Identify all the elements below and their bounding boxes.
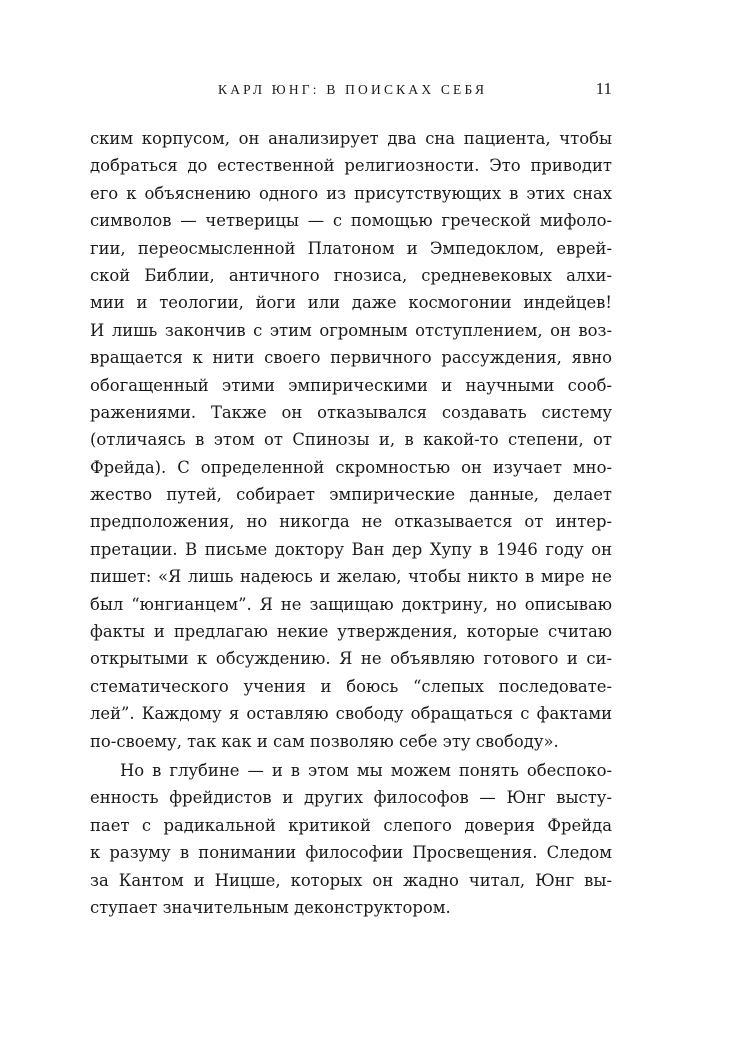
text-line: вращается к нити своего первичного рассуждения, явно (90, 348, 612, 368)
text-line: по-своему, так как и сам позволяю себе эту свободу». (90, 731, 559, 751)
text-line: добраться до естественной религиозности. Это приводит (90, 156, 612, 176)
text-line: претации. В письме доктору Ван дер Хупу в 1946 году он (90, 539, 612, 559)
text-line: ражениями. Также он отказывался создавать систему (90, 402, 612, 422)
text-line: И лишь закончив с этим огромным отступлением, он воз- (90, 320, 612, 340)
text-line: лей”. Каждому я оставляю свободу обращаться с фактами (90, 704, 612, 724)
text-line: гии, переосмысленной Платоном и Эмпедоклом, еврей- (90, 238, 612, 258)
text-line: был “юнгианцем”. Я не защищаю доктрину, но описываю (90, 594, 612, 614)
text-line: (отличаясь в этом от Спинозы и, в какой-то степени, от (90, 430, 612, 450)
text-line: его к объяснению одного из присутствующих в этих снах (90, 183, 612, 203)
text-line: ской Библии, античного гнозиса, средневековых алхи- (90, 265, 612, 285)
paragraph-2 (90, 757, 612, 921)
text-line: открытыми к обсуждению. Я не объявляю готового и си- (90, 649, 612, 669)
text-line: обогащенный этими эмпирическими и научными сооб- (90, 375, 612, 395)
text-line: ским корпусом, он анализирует два сна пациента, чтобы (90, 129, 612, 148)
text-line: предположения, но никогда не отказывается от интер- (90, 512, 612, 532)
paragraph-1 (90, 125, 612, 755)
text-line: пает с радикальной критикой слепого доверия Фрейда (90, 815, 612, 835)
text-line: к разуму в понимании философии Просвещения. Следом (90, 843, 612, 863)
running-title: КАРЛ ЮНГ: В ПОИСКАХ СЕБЯ (218, 82, 488, 97)
text-line: пишет: «Я лишь надеюсь и желаю, чтобы никто в мире не (90, 567, 612, 587)
text-line: за Кантом и Ницше, которых он жадно читал, Юнг вы- (90, 870, 612, 890)
text-line: факты и предлагаю некие утверждения, которые считаю (90, 622, 612, 642)
text-line: енность фрейдистов и других философов — Юнг высту- (90, 788, 612, 808)
text-line: Но в глубине — и в этом мы можем понять обеспоко- (120, 760, 612, 780)
text-line: стематического учения и боюсь “слепых последовате- (90, 676, 612, 696)
text-line: жество путей, собирает эмпирические данные, делает (90, 485, 612, 505)
text-line: символов — четверицы — с помощью греческой мифоло- (90, 211, 612, 231)
text-line: мии и теологии, йоги или даже космогонии индейцев! (90, 293, 612, 313)
page-number: 11 (595, 79, 612, 98)
running-header (90, 80, 612, 102)
text-line: Фрейда). С определенной скромностью он изучает мно- (90, 457, 612, 477)
body-text (90, 125, 612, 921)
text-line: ступает значительным деконструктором. (90, 897, 451, 917)
